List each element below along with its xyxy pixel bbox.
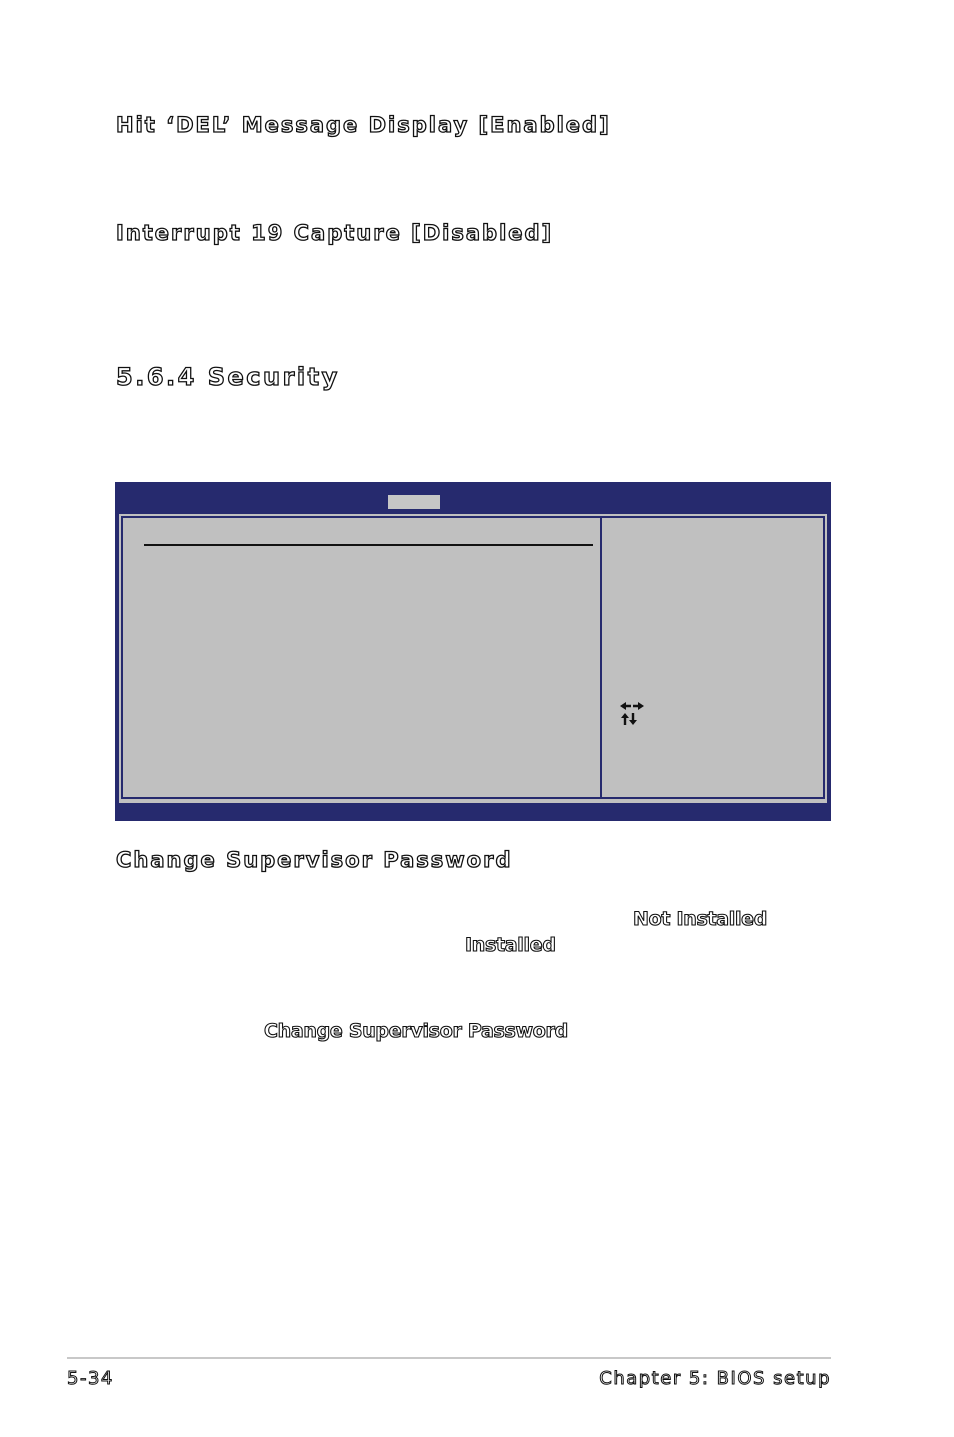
- hit-del-message-heading: Hit ‘DEL’ Message Display [Enabled]: [116, 113, 611, 137]
- change-supervisor-password-heading: Change Supervisor Password: [116, 848, 513, 872]
- term-change-supervisor-password: Change Supervisor Password: [264, 1020, 568, 1042]
- footer-divider: [67, 1357, 831, 1359]
- interrupt-19-heading: Interrupt 19 Capture [Disabled]: [116, 221, 554, 245]
- chapter-title: Chapter 5: BIOS setup: [599, 1368, 831, 1389]
- bios-help-panel: [602, 516, 825, 799]
- section-heading-security: 5.6.4 Security: [116, 363, 340, 391]
- page-number: 5-34: [67, 1368, 114, 1389]
- bios-body: [119, 514, 827, 803]
- bios-tab-security[interactable]: [388, 495, 440, 509]
- term-installed: Installed: [465, 934, 556, 956]
- arrow-keys-icon: [618, 700, 646, 728]
- term-not-installed: Not Installed: [633, 908, 768, 930]
- bios-settings-panel: [121, 516, 602, 799]
- bios-security-screen: [115, 482, 831, 821]
- bios-divider: [144, 544, 593, 546]
